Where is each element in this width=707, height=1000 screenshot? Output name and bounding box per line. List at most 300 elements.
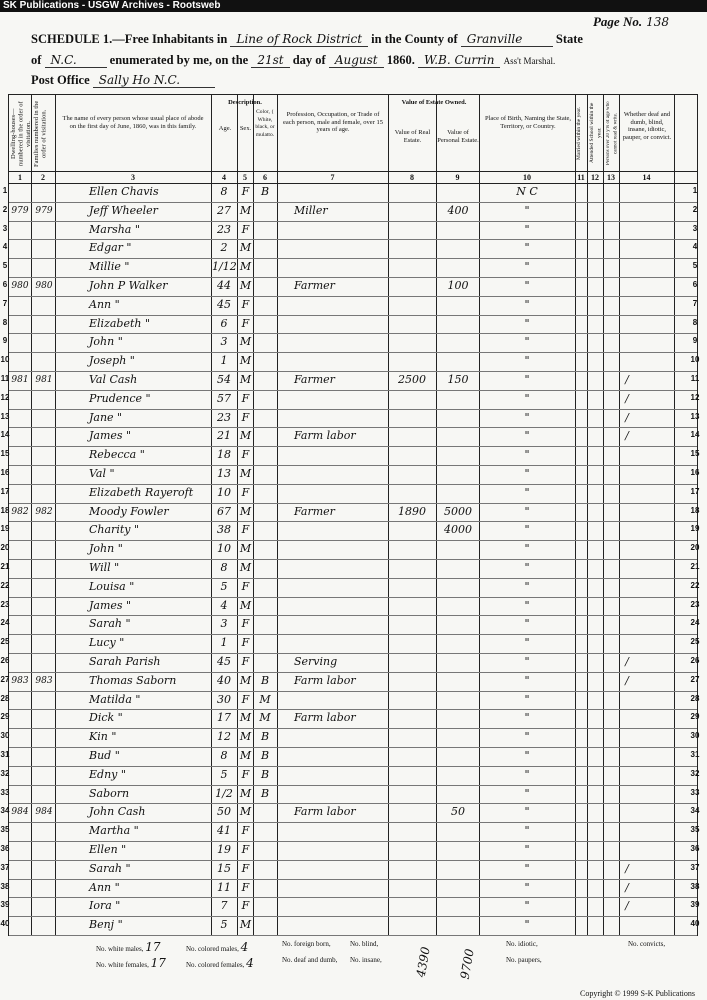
person-sex: M bbox=[239, 542, 252, 556]
line-number-right: 32 bbox=[690, 768, 700, 778]
line-number-left: 25 bbox=[0, 637, 10, 647]
person-age: 6 bbox=[220, 316, 228, 330]
illiterate-mark: / bbox=[625, 429, 629, 443]
illiterate-mark: / bbox=[625, 655, 629, 668]
col14-heading: Whether deaf and dumb, blind, insane, idiotic, pauper, or convict. bbox=[622, 111, 672, 141]
line-number-left: 24 bbox=[0, 618, 10, 628]
person-age: 10 bbox=[217, 485, 231, 499]
county-field: Granville bbox=[461, 32, 553, 47]
person-sex: F bbox=[241, 410, 250, 424]
person-sex: F bbox=[241, 617, 250, 631]
illiterate-mark: / bbox=[625, 410, 629, 424]
person-age: 45 bbox=[217, 655, 231, 668]
person-age: 23 bbox=[217, 410, 231, 424]
person-occupation: Farm labor bbox=[294, 805, 356, 819]
column-number: 2 bbox=[41, 173, 45, 182]
dwelling-number: 980 bbox=[11, 281, 29, 291]
dwelling-number: 984 bbox=[11, 807, 29, 818]
line-number-right: 34 bbox=[690, 806, 700, 816]
line-number-left: 28 bbox=[0, 693, 10, 703]
col11-heading: Married within the year. bbox=[576, 106, 582, 160]
line-number-right: 35 bbox=[690, 825, 700, 835]
line-number-right: 2 bbox=[692, 204, 698, 214]
person-sex: F bbox=[241, 655, 250, 668]
person-name: Joseph " bbox=[89, 354, 135, 368]
person-sex: M bbox=[239, 203, 252, 217]
birth-place: " bbox=[524, 448, 530, 462]
person-sex: F bbox=[241, 391, 250, 405]
person-occupation: Farm labor bbox=[294, 429, 356, 443]
person-sex: F bbox=[241, 636, 250, 650]
post-office-line: Post Office Sally Ho N.C. bbox=[31, 73, 215, 88]
illiterate-mark: / bbox=[625, 861, 629, 875]
line-number-right: 12 bbox=[690, 392, 700, 402]
person-age: 8 bbox=[220, 185, 228, 198]
person-name: Dick " bbox=[89, 711, 123, 725]
line-number-right: 27 bbox=[690, 674, 700, 684]
person-age: 7 bbox=[220, 899, 228, 913]
person-age: 27 bbox=[217, 203, 231, 217]
birth-place: " bbox=[524, 579, 530, 593]
person-color: M bbox=[259, 692, 271, 706]
column-number: 6 bbox=[263, 173, 267, 182]
line-number-left: 6 bbox=[2, 280, 8, 289]
line-number-left: 3 bbox=[2, 223, 8, 233]
line-number-left: 29 bbox=[0, 712, 10, 722]
line-number-left: 33 bbox=[0, 787, 10, 797]
person-name: Rebecca " bbox=[89, 448, 145, 462]
person-name: Kin " bbox=[89, 730, 117, 744]
birth-place: " bbox=[524, 880, 530, 894]
line-number-left: 8 bbox=[2, 317, 8, 327]
person-age: 30 bbox=[217, 692, 231, 706]
person-age: 19 bbox=[217, 843, 231, 856]
line-number-right: 11 bbox=[690, 374, 700, 383]
dwelling-number: 983 bbox=[11, 675, 29, 686]
personal-estate-value: 150 bbox=[447, 373, 469, 386]
person-age: 2 bbox=[220, 241, 228, 255]
person-sex: M bbox=[239, 260, 252, 274]
line-number-left: 9 bbox=[2, 336, 8, 346]
column-number: 3 bbox=[131, 173, 135, 182]
person-name: Jane " bbox=[89, 410, 123, 424]
line-number-right: 38 bbox=[690, 881, 700, 891]
line-number-left: 21 bbox=[0, 562, 10, 571]
person-name: Moody Fowler bbox=[89, 504, 169, 518]
column-number: 1 bbox=[18, 173, 22, 182]
line-number-right: 40 bbox=[690, 919, 700, 929]
person-age: 3 bbox=[220, 617, 228, 631]
person-name: Jeff Wheeler bbox=[89, 203, 158, 217]
person-name: Ellen " bbox=[89, 843, 127, 856]
person-age: 3 bbox=[220, 335, 228, 349]
person-age: 40 bbox=[217, 673, 231, 687]
column-number: 13 bbox=[607, 173, 615, 182]
person-age: 4 bbox=[220, 598, 228, 612]
birth-place: " bbox=[524, 354, 530, 368]
birth-place: " bbox=[524, 241, 530, 255]
day-field: 21st bbox=[251, 53, 289, 68]
person-occupation: Farmer bbox=[294, 504, 335, 518]
col4-heading: Age. bbox=[218, 125, 232, 132]
person-sex: F bbox=[241, 824, 250, 838]
line-number-right: 15 bbox=[690, 449, 700, 459]
birth-place: " bbox=[524, 260, 530, 274]
person-age: 5 bbox=[220, 918, 228, 932]
person-age: 38 bbox=[217, 523, 231, 537]
post-office-field: Sally Ho N.C. bbox=[93, 73, 215, 88]
line-number-right: 17 bbox=[690, 486, 700, 496]
line-number-right: 14 bbox=[690, 430, 700, 440]
illiterate-mark: / bbox=[625, 673, 629, 687]
person-color: B bbox=[260, 767, 270, 781]
person-sex: M bbox=[239, 429, 252, 443]
person-sex: F bbox=[241, 523, 250, 537]
person-age: 15 bbox=[217, 861, 231, 875]
person-color: B bbox=[260, 185, 270, 198]
person-sex: M bbox=[239, 786, 252, 800]
line-number-left: 10 bbox=[0, 355, 10, 365]
person-occupation: Farmer bbox=[294, 279, 335, 292]
line-number-left: 40 bbox=[0, 919, 10, 929]
column-number: 9 bbox=[455, 173, 460, 182]
line-number-right: 5 bbox=[692, 261, 698, 271]
month-field: August bbox=[329, 53, 384, 68]
line-number-right: 24 bbox=[690, 618, 700, 628]
column-number: 10 bbox=[523, 173, 531, 182]
person-sex: M bbox=[239, 918, 252, 932]
person-color: B bbox=[260, 749, 270, 762]
family-number: 980 bbox=[35, 281, 53, 291]
birth-place: " bbox=[524, 222, 530, 236]
line-number-right: 36 bbox=[690, 844, 700, 853]
person-sex: F bbox=[241, 297, 250, 311]
line-number-right: 8 bbox=[692, 317, 698, 327]
line-number-left: 36 bbox=[0, 844, 10, 853]
line-number-right: 19 bbox=[690, 524, 700, 534]
person-sex: F bbox=[241, 692, 250, 706]
illiterate-mark: / bbox=[625, 373, 629, 386]
description-heading: Description. bbox=[228, 99, 262, 106]
person-age: 18 bbox=[217, 448, 231, 462]
line-number-right: 16 bbox=[690, 468, 700, 477]
person-age: 45 bbox=[217, 297, 231, 311]
person-sex: M bbox=[239, 730, 252, 744]
personal-estate-value: 400 bbox=[447, 203, 469, 217]
line-number-left: 11 bbox=[0, 374, 10, 383]
person-name: John P Walker bbox=[89, 279, 168, 292]
person-sex: M bbox=[239, 241, 252, 255]
line-number-right: 20 bbox=[690, 543, 700, 553]
person-name: Marsha " bbox=[89, 222, 140, 236]
source-banner: SK Publications - USGW Archives - Rootsweb bbox=[0, 0, 707, 12]
person-occupation: Serving bbox=[294, 655, 338, 668]
birth-place: " bbox=[524, 673, 530, 687]
column-number: 5 bbox=[243, 173, 247, 182]
person-name: Elizabeth " bbox=[89, 316, 151, 330]
person-sex: F bbox=[241, 767, 250, 781]
line-number-left: 4 bbox=[2, 242, 8, 252]
line-number-right: 25 bbox=[690, 637, 700, 647]
line-number-right: 6 bbox=[692, 280, 698, 289]
birth-place: " bbox=[524, 429, 530, 443]
census-page: SK Publications - USGW Archives - Rootsweb Page No. 138 SCHEDULE 1.—Free Inhabitants in Line of Rock District in the County of Granville State of N.C. enumerated by me, on the 21st day of August 1860. W.B. Currin Ass't Marshal. Post Office Sally Ho N.C. Dwelling-houses— numbered in the order of visitation. Families numbered in the order of visitation. The name of every person whose usual place of abode on the first day of June, 1860, was in this family. Description. Age. Sex. Color, { White, black, or mulatto. Profession, Occupation, or Trade of each person, male and female, over 15 years of age. Value of Estate Owned. Value of Real Estate. Value of Personal Estate. Place of Birth, Naming the State, Territory, or Country. Married within the year. Attended School within the year. Persons over 20 y'rs of age who cannot read & write. Whether deaf and dumb, blind, insane, idiotic, pauper, or convict. 1 2 3 4 5 6 7 8 9 10 11 12 13 14 Ellen Chavis 8 F B N C 979 979 Jeff Wheeler 27 M Miller 400 " Marsha " 23 F " Edgar " 2 M " Millie " 1/12 M " 980 980 John P Walker 44 M Farmer 100 " Ann " 45 F " Elizabeth " 6 F " John " 3 M " Joseph " 1 M " 981 981 Val Cash 54 M Farmer 2500 150 " / Prudence " 57 F " / Jane " 23 F " / James " 21 M Farm labor " / Rebecca " 18 F " Val " 13 M " Elizabeth Rayeroft 10 F " 982 982 Moody Fowler 67 M Farmer 1890 5000 " Charity " 38 F 4000 " John " 10 M " Will " 8 M " Louisa " 5 F " James " 4 M " Sarah " 3 F " Lucy " 1 F " Sarah Parish 45 F Serving " / 983 983 Thomas Saborn 40 M B Farm labor " / Matilda " 30 F M " Dick " 17 M M Farm labor " Kin " 12 M B " Bud " 8 M B " Edny " 5 F B " Saborn 1/2 M B " 984 984 John Cash 50 M Farm labor 50 " Martha " 41 F " Ellen " 19 F " Sarah " 15 F " / Ann " 11 F " / Iora " 7 F " / Benj " 5 M " No. white males, 17 No. colored males, 4 No. foreign born, No. blind, No. idiotic, No. convicts, No. white females, 17 No. colored females, 4 No. deaf and dumb, No. insane, No. paupers, 4390 9700 Copyright © 1999 S-K Publications 1 1 2 2 3 3 4 4 5 5 6 6 7 7 8 8 9 9 10 10 11 11 12 12 13 13 14 14 15 15 16 16 17 17 18 18 19 19 20 20 21 21 22 22 23 23 24 24 25 25 26 26 27 27 28 28 29 29 30 30 31 31 32 32 33 33 34 34 35 35 36 36 37 37 38 38 39 39 40 40 bbox=[0, 0, 707, 1000]
person-name: James " bbox=[89, 429, 132, 443]
person-color: B bbox=[260, 786, 270, 800]
person-age: 13 bbox=[217, 467, 231, 480]
person-name: Ellen Chavis bbox=[89, 185, 159, 198]
col5-heading: Sex. bbox=[239, 125, 252, 132]
birth-place: " bbox=[524, 485, 530, 499]
person-sex: F bbox=[241, 843, 250, 856]
person-sex: M bbox=[239, 711, 252, 725]
person-age: 5 bbox=[220, 767, 228, 781]
person-age: 8 bbox=[220, 561, 228, 574]
person-name: James " bbox=[89, 598, 132, 612]
column-number: 14 bbox=[642, 173, 651, 182]
person-name: Lucy " bbox=[89, 636, 125, 650]
person-age: 5 bbox=[220, 579, 228, 593]
line-number-left: 32 bbox=[0, 768, 10, 778]
person-sex: M bbox=[239, 598, 252, 612]
person-name: Will " bbox=[89, 561, 120, 574]
birth-place: " bbox=[524, 861, 530, 875]
personal-estate-value: 50 bbox=[451, 805, 465, 819]
person-name: Iora " bbox=[89, 899, 121, 913]
district-field: Line of Rock District bbox=[230, 32, 368, 47]
column-number: 8 bbox=[410, 173, 414, 182]
person-name: Prudence " bbox=[89, 391, 151, 405]
person-occupation: Farmer bbox=[294, 373, 335, 386]
person-sex: M bbox=[239, 373, 252, 386]
person-name: Bud " bbox=[89, 749, 120, 762]
line-number-left: 18 bbox=[0, 505, 10, 515]
birth-place: " bbox=[524, 316, 530, 330]
person-name: Edny " bbox=[89, 767, 126, 781]
person-sex: F bbox=[241, 448, 250, 462]
line-number-left: 13 bbox=[0, 411, 10, 421]
line-number-left: 27 bbox=[0, 674, 10, 684]
birth-place: " bbox=[524, 636, 530, 650]
person-sex: M bbox=[239, 749, 252, 762]
state-field: N.C. bbox=[45, 53, 107, 68]
person-age: 54 bbox=[217, 373, 231, 386]
real-estate-value: 2500 bbox=[398, 373, 426, 386]
person-name: Saborn bbox=[89, 786, 130, 800]
line-number-left: 38 bbox=[0, 881, 10, 891]
col2-heading: Families numbered in the order of visitation. bbox=[33, 100, 48, 168]
person-sex: F bbox=[241, 485, 250, 499]
person-sex: F bbox=[241, 185, 250, 198]
person-sex: M bbox=[239, 335, 252, 349]
person-sex: F bbox=[241, 316, 250, 330]
line-number-right: 37 bbox=[690, 862, 700, 872]
line-number-right: 9 bbox=[692, 336, 698, 346]
personal-estate-value: 100 bbox=[447, 279, 469, 292]
line-number-right: 26 bbox=[690, 656, 700, 665]
birth-place: " bbox=[524, 918, 530, 932]
person-name: Charity " bbox=[89, 523, 140, 537]
family-number: 981 bbox=[35, 375, 53, 385]
marshal-field: W.B. Currin bbox=[418, 53, 500, 68]
col1-heading: Dwelling-houses— numbered in the order of visitation. bbox=[10, 101, 32, 167]
person-age: 17 bbox=[217, 711, 231, 725]
personal-estate-value: 4000 bbox=[444, 523, 472, 537]
person-name: Matilda " bbox=[89, 692, 141, 706]
birth-place: N C bbox=[516, 185, 538, 198]
line-number-left: 31 bbox=[0, 750, 10, 759]
line-number-left: 19 bbox=[0, 524, 10, 534]
birth-place: " bbox=[524, 843, 530, 856]
person-sex: M bbox=[239, 504, 252, 518]
person-age: 44 bbox=[217, 279, 231, 292]
real-estate-value: 1890 bbox=[398, 504, 426, 518]
birth-place: " bbox=[524, 824, 530, 838]
person-name: John " bbox=[89, 335, 123, 349]
line-number-left: 34 bbox=[0, 806, 10, 816]
line-number-left: 17 bbox=[0, 486, 10, 496]
column-number: 12 bbox=[591, 173, 599, 182]
dwelling-number: 981 bbox=[11, 375, 29, 385]
dwelling-number: 982 bbox=[11, 506, 29, 517]
person-sex: M bbox=[239, 561, 252, 574]
person-name: Ann " bbox=[89, 297, 120, 311]
person-color: M bbox=[259, 711, 271, 725]
col10-heading: Place of Birth, Naming the State, Territory, or Country. bbox=[484, 115, 572, 130]
person-age: 8 bbox=[220, 749, 228, 762]
birth-place: " bbox=[524, 373, 530, 386]
line-number-left: 22 bbox=[0, 580, 10, 590]
line-number-left: 15 bbox=[0, 449, 10, 459]
person-occupation: Farm labor bbox=[294, 711, 356, 725]
birth-place: " bbox=[524, 391, 530, 405]
total-real-estate: 4390 bbox=[413, 945, 433, 979]
person-sex: M bbox=[239, 673, 252, 687]
line-number-right: 23 bbox=[690, 599, 700, 609]
person-age: 11 bbox=[217, 880, 231, 894]
page-number: Page No. 138 bbox=[592, 14, 669, 29]
line-number-left: 14 bbox=[0, 430, 10, 440]
birth-place: " bbox=[524, 279, 530, 292]
person-occupation: Farm labor bbox=[294, 673, 356, 687]
col9-heading: Value of Personal Estate. bbox=[437, 129, 479, 144]
person-age: 21 bbox=[217, 429, 231, 443]
person-sex: F bbox=[241, 222, 250, 236]
dwelling-number: 979 bbox=[11, 205, 29, 216]
line-number-left: 37 bbox=[0, 862, 10, 872]
birth-place: " bbox=[524, 598, 530, 612]
line-number-left: 16 bbox=[0, 468, 10, 477]
col3-heading: The name of every person whose usual place of abode on the first day of June, 1860, was in this family. bbox=[62, 115, 204, 130]
family-number: 979 bbox=[35, 205, 53, 216]
birth-place: " bbox=[524, 617, 530, 631]
line-number-right: 31 bbox=[690, 750, 700, 759]
line-number-left: 12 bbox=[0, 392, 10, 402]
column-number: 7 bbox=[330, 173, 335, 182]
person-age: 57 bbox=[217, 391, 231, 405]
person-name: Millie " bbox=[89, 260, 130, 274]
col8-heading: Value of Real Estate. bbox=[394, 129, 431, 144]
birth-place: " bbox=[524, 692, 530, 706]
line-number-right: 1 bbox=[692, 186, 698, 195]
person-age: 1/2 bbox=[215, 786, 233, 800]
birth-place: " bbox=[524, 297, 530, 311]
line-number-right: 13 bbox=[690, 411, 700, 421]
birth-place: " bbox=[524, 786, 530, 800]
copyright: Copyright © 1999 S-K Publications bbox=[580, 989, 695, 998]
birth-place: " bbox=[524, 467, 530, 480]
line-number-right: 4 bbox=[692, 242, 698, 252]
birth-place: " bbox=[524, 335, 530, 349]
person-sex: M bbox=[239, 279, 252, 292]
birth-place: " bbox=[524, 711, 530, 725]
person-name: Martha " bbox=[89, 824, 139, 838]
birth-place: " bbox=[524, 749, 530, 762]
col6-heading: Color, { White, black, or mulatto. bbox=[255, 109, 275, 138]
line-number-left: 35 bbox=[0, 825, 10, 835]
line-number-right: 30 bbox=[690, 731, 700, 741]
person-sex: M bbox=[239, 467, 252, 480]
person-name: Edgar " bbox=[89, 241, 132, 255]
person-age: 41 bbox=[217, 824, 231, 838]
line-number-right: 28 bbox=[690, 693, 700, 703]
line-number-left: 2 bbox=[2, 204, 8, 214]
birth-place: " bbox=[524, 730, 530, 744]
line-number-left: 30 bbox=[0, 731, 10, 741]
person-name: Val Cash bbox=[89, 373, 138, 386]
line-number-left: 23 bbox=[0, 599, 10, 609]
person-name: Val " bbox=[89, 467, 115, 480]
person-age: 23 bbox=[217, 222, 231, 236]
birth-place: " bbox=[524, 767, 530, 781]
person-sex: F bbox=[241, 880, 250, 894]
line-number-left: 7 bbox=[2, 298, 8, 308]
illiterate-mark: / bbox=[625, 880, 629, 894]
person-sex: M bbox=[239, 805, 252, 819]
line-number-left: 20 bbox=[0, 543, 10, 553]
person-name: Louisa " bbox=[89, 579, 135, 593]
person-age: 67 bbox=[217, 504, 231, 518]
family-number: 983 bbox=[35, 675, 53, 686]
col13-heading: Persons over 20 y'rs of age who cannot read & write. bbox=[606, 101, 619, 165]
person-name: Sarah " bbox=[89, 861, 131, 875]
enumeration-line: of N.C. enumerated by me, on the 21st day of August 1860. W.B. Currin Ass't Marshal. bbox=[31, 53, 556, 67]
line-number-right: 18 bbox=[690, 505, 700, 515]
person-occupation: Miller bbox=[294, 203, 328, 217]
line-number-left: 39 bbox=[0, 900, 10, 910]
family-number: 982 bbox=[35, 506, 53, 517]
family-number: 984 bbox=[35, 807, 53, 818]
person-color: B bbox=[260, 673, 270, 687]
census-table bbox=[8, 94, 698, 936]
line-number-right: 10 bbox=[690, 355, 700, 365]
person-age: 1 bbox=[220, 354, 228, 368]
birth-place: " bbox=[524, 899, 530, 913]
person-name: Ann " bbox=[89, 880, 120, 894]
line-number-right: 3 bbox=[692, 223, 698, 233]
line-number-right: 29 bbox=[690, 712, 700, 722]
person-age: 1 bbox=[220, 636, 228, 650]
illiterate-mark: / bbox=[625, 391, 629, 405]
line-number-left: 26 bbox=[0, 656, 10, 665]
line-number-right: 33 bbox=[690, 787, 700, 797]
person-name: John Cash bbox=[89, 805, 146, 819]
birth-place: " bbox=[524, 561, 530, 574]
birth-place: " bbox=[524, 542, 530, 556]
person-age: 1/12 bbox=[212, 260, 237, 274]
person-age: 12 bbox=[217, 730, 231, 744]
birth-place: " bbox=[524, 504, 530, 518]
